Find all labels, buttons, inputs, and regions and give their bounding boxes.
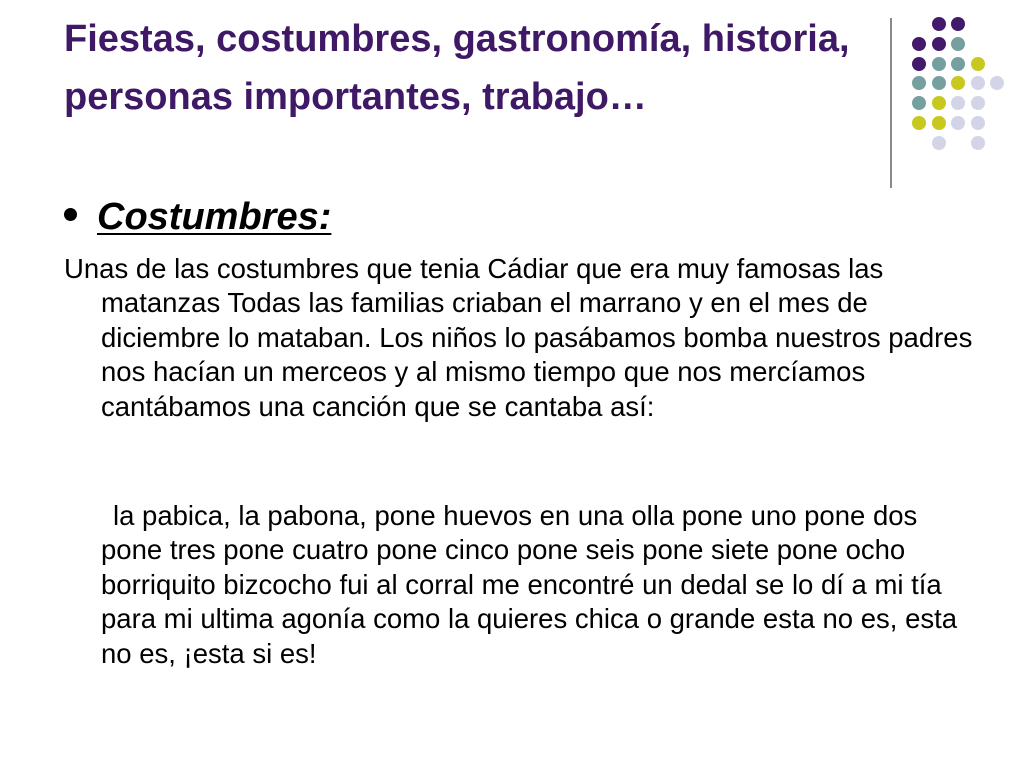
decorative-dot xyxy=(971,116,985,130)
decorative-dot xyxy=(951,96,965,110)
decorative-dot xyxy=(912,116,926,130)
decorative-dot xyxy=(932,17,946,31)
decorative-dot xyxy=(932,57,946,71)
decorative-dot xyxy=(912,96,926,110)
song-verse: la pabica, la pabona, pone huevos en una olla pone uno pone dos pone tres pone cuatro pone cinco pone seis pone siete pone ocho borriquito bizcocho fui al corral me encontré un dedal se lo dí a mi tía para mi ultima agonía como la quieres chica o grande esta no es, esta no es, ¡esta si es! xyxy=(101,500,958,669)
decorative-dot xyxy=(932,37,946,51)
decorative-dot xyxy=(912,57,926,71)
decorative-dot xyxy=(951,17,965,31)
decorative-dot xyxy=(971,76,985,90)
decorative-dot xyxy=(951,116,965,130)
decorative-dot xyxy=(951,76,965,90)
decorative-dot xyxy=(912,37,926,51)
decorative-dot xyxy=(971,136,985,150)
body-paragraph: Unas de las costumbres que tenia Cádiar que era muy famosas las matanzas Todas las familias criaban el marrano y en el mes de diciembre lo mataban. Los niños lo pasábamos bomba nuestros padres nos hacían un merceos y al mismo tiempo que nos mercíamos cantábamos una canción que se cantaba así: xyxy=(64,253,973,422)
decorative-dot xyxy=(971,57,985,71)
section-heading-text: Costumbres: xyxy=(97,196,332,238)
slide-title: Fiestas, costumbres, gastronomía, historia, personas importantes, trabajo… xyxy=(64,18,850,118)
decorative-dot xyxy=(932,96,946,110)
decorative-dot-grid xyxy=(0,0,1024,200)
decorative-dot xyxy=(990,76,1004,90)
decorative-dot xyxy=(951,57,965,71)
section-heading xyxy=(64,194,331,240)
bullet-icon xyxy=(64,208,77,221)
decorative-dot xyxy=(932,136,946,150)
decorative-dot xyxy=(912,76,926,90)
decorative-dot xyxy=(951,37,965,51)
decorative-dot xyxy=(971,96,985,110)
decorative-dot xyxy=(932,76,946,90)
decorative-dot xyxy=(932,116,946,130)
